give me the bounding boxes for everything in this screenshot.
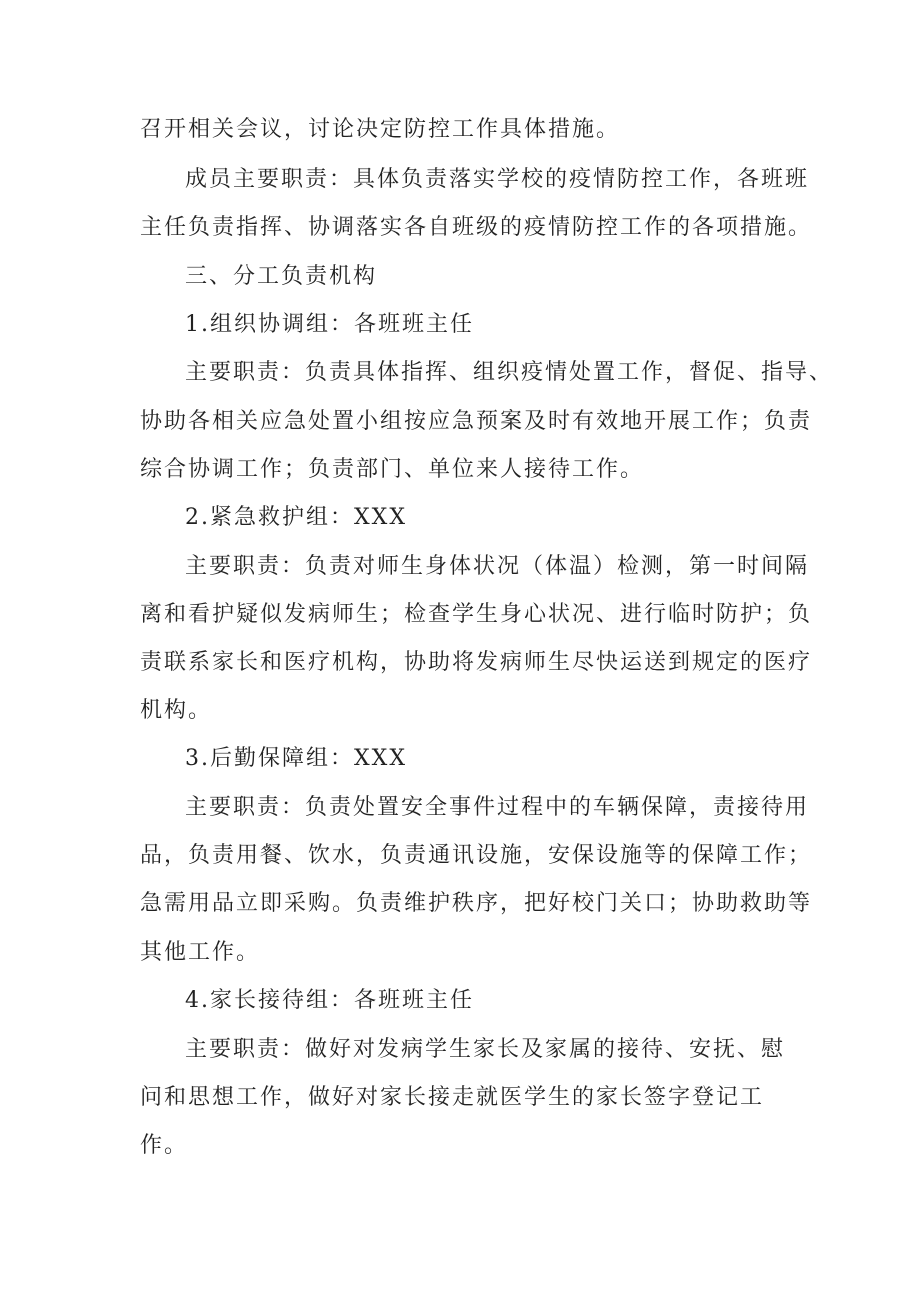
paragraph-line: 品，负责用餐、饮水，负责通讯设施，安保设施等的保障工作； [140, 843, 813, 868]
paragraph-line: 责联系家长和医疗机构，协助将发病师生尽快运送到规定的医疗 [140, 650, 813, 675]
subsection-heading: 1.组织协调组：各班班主任 [185, 312, 474, 337]
subsection-heading: 4.家长接待组：各班班主任 [185, 988, 474, 1013]
paragraph-line: 主要职责：负责对师生身体状况（体温）检测，第一时间隔 [185, 554, 810, 579]
paragraph-line: 机构。 [140, 698, 213, 723]
subsection-heading: 2.紧急救护组：XXX [185, 505, 407, 530]
paragraph-line: 主要职责：负责处置安全事件过程中的车辆保障，责接待用 [185, 795, 810, 820]
subsection-heading: 3.后勤保障组：XXX [185, 746, 407, 771]
paragraph-line: 主任负责指挥、协调落实各自班级的疫情防控工作的各项措施。 [140, 215, 813, 240]
paragraph-line: 成员主要职责：具体负责落实学校的疫情防控工作，各班班 [185, 167, 810, 192]
paragraph-line: 协助各相关应急处置小组按应急预案及时有效地开展工作；负责 [140, 409, 813, 434]
section-heading: 三、分工负责机构 [185, 264, 378, 289]
paragraph-line: 离和看护疑似发病师生；检查学生身心状况、进行临时防护；负 [140, 602, 813, 627]
paragraph-line: 作。 [140, 1133, 189, 1158]
paragraph-line: 其他工作。 [140, 940, 261, 965]
paragraph-line: 召开相关会议，讨论决定防控工作具体措施。 [140, 117, 621, 142]
paragraph-line: 主要职责：做好对发病学生家长及家属的接待、安抚、慰 [185, 1037, 786, 1062]
paragraph-line: 问和思想工作，做好对家长接走就医学生的家长签字登记工 [140, 1085, 765, 1110]
paragraph-line: 急需用品立即采购。负责维护秩序，把好校门关口；协助救助等 [140, 891, 813, 916]
paragraph-line: 主要职责：负责具体指挥、组织疫情处置工作，督促、指导、 [185, 360, 834, 385]
paragraph-line: 综合协调工作；负责部门、单位来人接待工作。 [140, 457, 645, 482]
